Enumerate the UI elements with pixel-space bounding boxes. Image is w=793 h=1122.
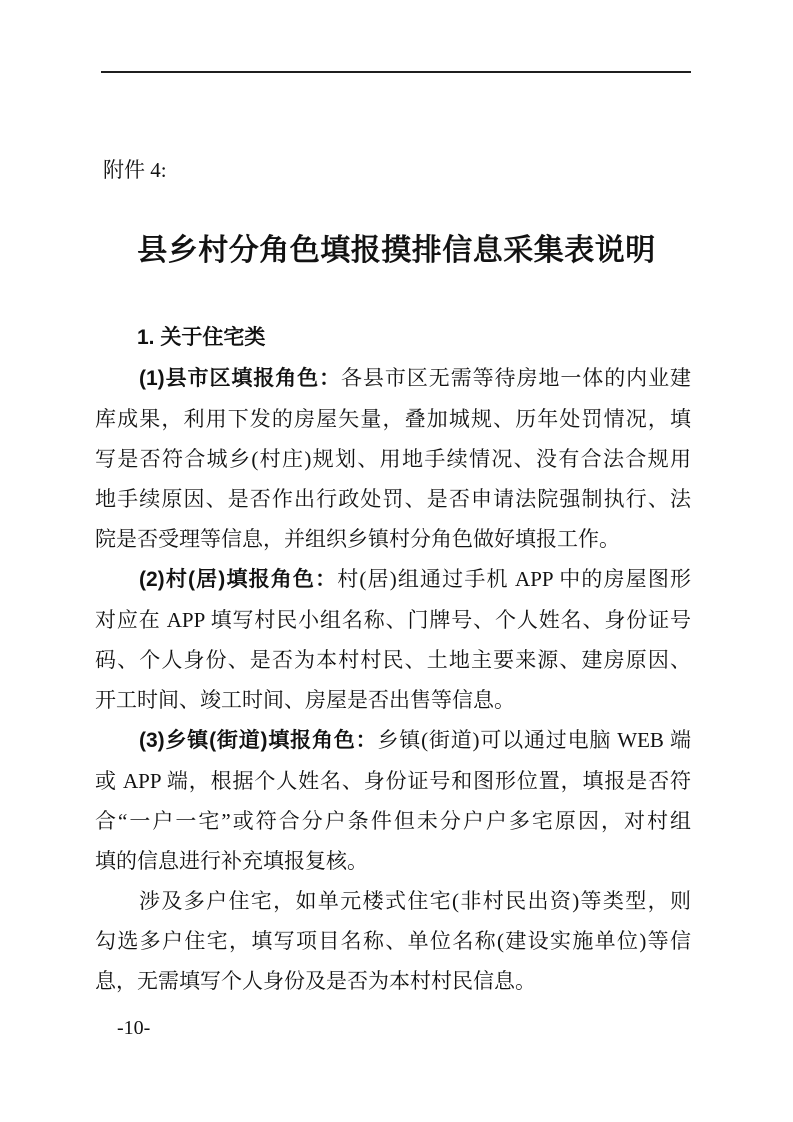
paragraph-lead: (2)村(居)填报角色：	[139, 568, 338, 591]
document-body	[95, 318, 691, 1001]
text-line: (1)县市区填报角色：各县市区无需等待房地一体的内业建	[139, 366, 692, 390]
text-line: 地手续原因、是否作出行政处罚、是否申请法院强制执行、法	[95, 487, 691, 511]
text-line: 对应在 APP 填写村民小组名称、门牌号、个人姓名、身份证号	[95, 608, 691, 632]
text-line: 息，无需填写个人身份及是否为本村村民信息。	[95, 969, 536, 993]
text-line: 码、个人身份、是否为本村村民、土地主要来源、建房原因、	[95, 648, 691, 672]
text-line: 填的信息进行补充填报复核。	[95, 849, 368, 873]
page-number: -10-	[117, 1017, 151, 1039]
text-line: 开工时间、竣工时间、房屋是否出售等信息。	[95, 688, 515, 712]
text-line: 院是否受理等信息，并组织乡镇村分角色做好填报工作。	[95, 527, 620, 551]
document-title: 县乡村分角色填报摸排信息采集表说明	[137, 234, 656, 267]
text-line: (2)村(居)填报角色：村(居)组通过手机 APP 中的房屋图形	[139, 567, 691, 591]
attachment-label: 附件 4:	[103, 158, 167, 182]
paragraphs	[95, 358, 691, 1001]
section-heading: 1. 关于住宅类	[137, 326, 266, 349]
text-line: 写是否符合城乡(村庄)规划、用地手续情况、没有合法合规用	[95, 447, 691, 471]
text-line: (3)乡镇(街道)填报角色：乡镇(街道)可以通过电脑 WEB 端	[139, 728, 691, 752]
text-line: 涉及多户住宅，如单元楼式住宅(非村民出资)等类型，则	[139, 889, 691, 913]
text-line: 合“一户一宅”或符合分户条件但未分户户多宅原因，对村组	[95, 809, 691, 833]
text-line: 或 APP 端，根据个人姓名、身份证号和图形位置，填报是否符	[95, 769, 691, 793]
text-line: 库成果，利用下发的房屋矢量，叠加城规、历年处罚情况，填	[95, 407, 691, 431]
paragraph-lead: (3)乡镇(街道)填报角色：	[139, 729, 378, 752]
text-line: 勾选多户住宅，填写项目名称、单位名称(建设实施单位)等信	[95, 929, 691, 953]
header-rule	[101, 71, 691, 73]
paragraph-lead: (1)县市区填报角色：	[139, 367, 342, 390]
